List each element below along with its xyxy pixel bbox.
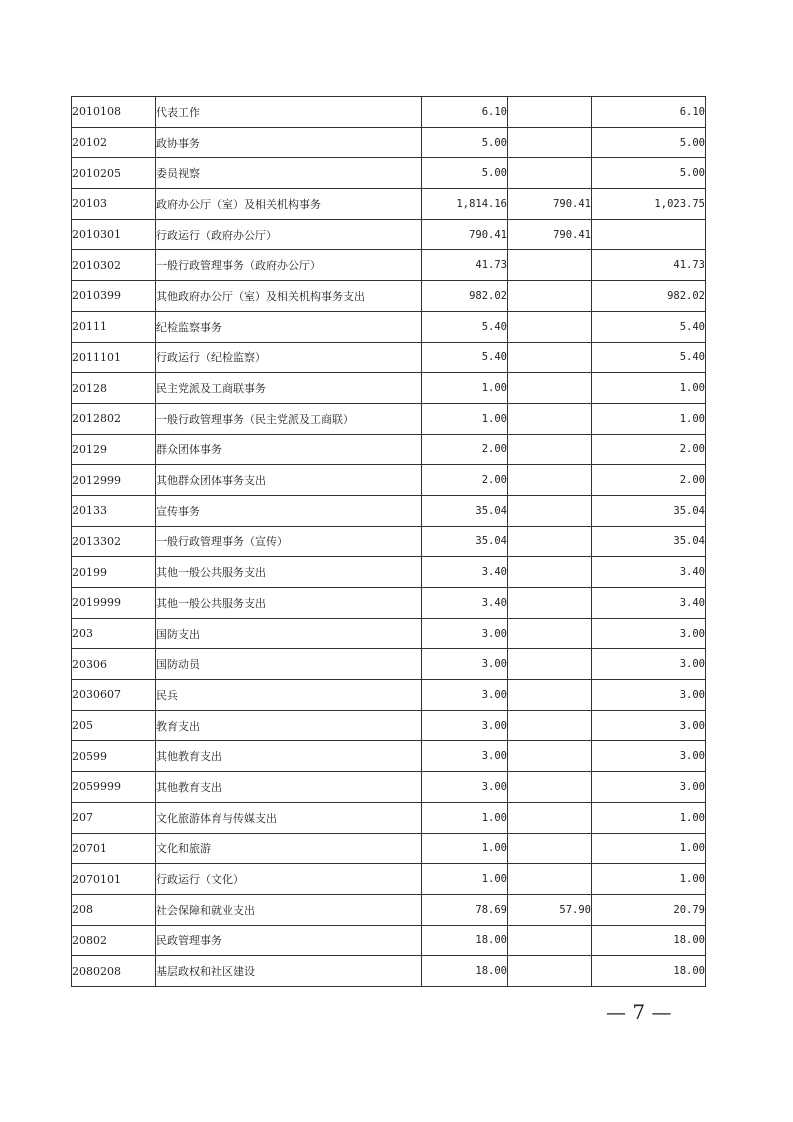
table-row	[72, 434, 706, 465]
project-amount-cell: 3.00	[592, 680, 706, 711]
code-cell: 20128	[72, 373, 156, 404]
budget-table	[71, 96, 706, 987]
project-amount-cell: 5.00	[592, 127, 706, 158]
code-cell: 2010108	[72, 97, 156, 128]
code-cell: 2070101	[72, 864, 156, 895]
table-row	[72, 864, 706, 895]
code-cell: 2010301	[72, 219, 156, 250]
basic-amount-cell	[508, 833, 592, 864]
code-cell: 20133	[72, 495, 156, 526]
table-row	[72, 281, 706, 312]
basic-amount-cell	[508, 250, 592, 281]
table-row	[72, 311, 706, 342]
name-cell: 政府办公厅（室）及相关机构事务	[156, 189, 422, 220]
code-cell: 207	[72, 802, 156, 833]
basic-amount-cell	[508, 281, 592, 312]
total-amount-cell: 41.73	[422, 250, 508, 281]
project-amount-cell: 2.00	[592, 434, 706, 465]
project-amount-cell: 1.00	[592, 373, 706, 404]
basic-amount-cell	[508, 741, 592, 772]
name-cell: 其他一般公共服务支出	[156, 557, 422, 588]
basic-amount-cell	[508, 772, 592, 803]
table-row	[72, 403, 706, 434]
code-cell: 2010302	[72, 250, 156, 281]
total-amount-cell: 3.00	[422, 741, 508, 772]
project-amount-cell: 35.04	[592, 495, 706, 526]
name-cell: 其他教育支出	[156, 772, 422, 803]
table-row	[72, 925, 706, 956]
basic-amount-cell: 57.90	[508, 894, 592, 925]
table-row	[72, 158, 706, 189]
name-cell: 委员视察	[156, 158, 422, 189]
code-cell: 20306	[72, 649, 156, 680]
total-amount-cell: 3.40	[422, 588, 508, 619]
total-amount-cell: 3.00	[422, 772, 508, 803]
project-amount-cell: 41.73	[592, 250, 706, 281]
code-cell: 2013302	[72, 526, 156, 557]
total-amount-cell: 18.00	[422, 956, 508, 987]
total-amount-cell: 982.02	[422, 281, 508, 312]
project-amount-cell: 6.10	[592, 97, 706, 128]
basic-amount-cell	[508, 526, 592, 557]
total-amount-cell: 3.00	[422, 649, 508, 680]
code-cell: 20802	[72, 925, 156, 956]
code-cell: 205	[72, 710, 156, 741]
table-row	[72, 189, 706, 220]
code-cell: 20199	[72, 557, 156, 588]
basic-amount-cell	[508, 864, 592, 895]
basic-amount-cell	[508, 434, 592, 465]
total-amount-cell: 1.00	[422, 403, 508, 434]
table-row	[72, 588, 706, 619]
total-amount-cell: 3.00	[422, 680, 508, 711]
project-amount-cell: 2.00	[592, 465, 706, 496]
code-cell: 2010399	[72, 281, 156, 312]
code-cell: 20111	[72, 311, 156, 342]
project-amount-cell: 1,023.75	[592, 189, 706, 220]
total-amount-cell: 5.00	[422, 127, 508, 158]
project-amount-cell: 1.00	[592, 864, 706, 895]
total-amount-cell: 5.40	[422, 311, 508, 342]
name-cell: 行政运行（文化）	[156, 864, 422, 895]
table-row	[72, 618, 706, 649]
table-row	[72, 342, 706, 373]
total-amount-cell: 1,814.16	[422, 189, 508, 220]
name-cell: 国防动员	[156, 649, 422, 680]
code-cell: 2030607	[72, 680, 156, 711]
name-cell: 教育支出	[156, 710, 422, 741]
project-amount-cell: 3.00	[592, 772, 706, 803]
code-cell: 2011101	[72, 342, 156, 373]
project-amount-cell: 982.02	[592, 281, 706, 312]
total-amount-cell: 2.00	[422, 434, 508, 465]
basic-amount-cell	[508, 618, 592, 649]
project-amount-cell: 18.00	[592, 956, 706, 987]
name-cell: 民兵	[156, 680, 422, 711]
name-cell: 其他政府办公厅（室）及相关机构事务支出	[156, 281, 422, 312]
table-row	[72, 956, 706, 987]
name-cell: 国防支出	[156, 618, 422, 649]
basic-amount-cell	[508, 557, 592, 588]
table-row	[72, 833, 706, 864]
basic-amount-cell	[508, 802, 592, 833]
project-amount-cell: 20.79	[592, 894, 706, 925]
page-number: — 7 —	[606, 1000, 672, 1024]
project-amount-cell: 1.00	[592, 403, 706, 434]
code-cell: 2012999	[72, 465, 156, 496]
name-cell: 文化和旅游	[156, 833, 422, 864]
basic-amount-cell	[508, 649, 592, 680]
project-amount-cell: 3.00	[592, 618, 706, 649]
project-amount-cell: 3.00	[592, 710, 706, 741]
total-amount-cell: 18.00	[422, 925, 508, 956]
table-row	[72, 680, 706, 711]
project-amount-cell: 35.04	[592, 526, 706, 557]
code-cell: 2012802	[72, 403, 156, 434]
name-cell: 民主党派及工商联事务	[156, 373, 422, 404]
name-cell: 民政管理事务	[156, 925, 422, 956]
name-cell: 代表工作	[156, 97, 422, 128]
basic-amount-cell	[508, 710, 592, 741]
project-amount-cell: 3.00	[592, 649, 706, 680]
basic-amount-cell: 790.41	[508, 189, 592, 220]
project-amount-cell: 18.00	[592, 925, 706, 956]
table-row	[72, 250, 706, 281]
total-amount-cell: 5.00	[422, 158, 508, 189]
table-row	[72, 219, 706, 250]
total-amount-cell: 5.40	[422, 342, 508, 373]
name-cell: 其他群众团体事务支出	[156, 465, 422, 496]
name-cell: 行政运行（纪检监察）	[156, 342, 422, 373]
project-amount-cell: 5.00	[592, 158, 706, 189]
total-amount-cell: 790.41	[422, 219, 508, 250]
project-amount-cell: 1.00	[592, 833, 706, 864]
project-amount-cell: 5.40	[592, 342, 706, 373]
total-amount-cell: 2.00	[422, 465, 508, 496]
basic-amount-cell	[508, 956, 592, 987]
basic-amount-cell	[508, 465, 592, 496]
table-row	[72, 373, 706, 404]
code-cell: 20103	[72, 189, 156, 220]
total-amount-cell: 1.00	[422, 802, 508, 833]
total-amount-cell: 1.00	[422, 833, 508, 864]
total-amount-cell: 3.00	[422, 710, 508, 741]
code-cell: 20701	[72, 833, 156, 864]
table-row	[72, 465, 706, 496]
table-row	[72, 127, 706, 158]
code-cell: 2059999	[72, 772, 156, 803]
name-cell: 文化旅游体育与传媒支出	[156, 802, 422, 833]
total-amount-cell: 3.40	[422, 557, 508, 588]
basic-amount-cell	[508, 373, 592, 404]
name-cell: 一般行政管理事务（宣传）	[156, 526, 422, 557]
basic-amount-cell	[508, 158, 592, 189]
basic-amount-cell	[508, 680, 592, 711]
basic-amount-cell	[508, 925, 592, 956]
table-row	[72, 526, 706, 557]
basic-amount-cell	[508, 342, 592, 373]
name-cell: 群众团体事务	[156, 434, 422, 465]
name-cell: 宣传事务	[156, 495, 422, 526]
basic-amount-cell: 790.41	[508, 219, 592, 250]
total-amount-cell: 1.00	[422, 373, 508, 404]
name-cell: 社会保障和就业支出	[156, 894, 422, 925]
code-cell: 203	[72, 618, 156, 649]
table-row	[72, 802, 706, 833]
table-row	[72, 97, 706, 128]
total-amount-cell: 35.04	[422, 495, 508, 526]
basic-amount-cell	[508, 495, 592, 526]
total-amount-cell: 6.10	[422, 97, 508, 128]
table-row	[72, 741, 706, 772]
basic-amount-cell	[508, 97, 592, 128]
table-row	[72, 649, 706, 680]
project-amount-cell: 5.40	[592, 311, 706, 342]
code-cell: 2080208	[72, 956, 156, 987]
code-cell: 20129	[72, 434, 156, 465]
code-cell: 208	[72, 894, 156, 925]
name-cell: 纪检监察事务	[156, 311, 422, 342]
table-row	[72, 495, 706, 526]
project-amount-cell	[592, 219, 706, 250]
project-amount-cell: 3.40	[592, 588, 706, 619]
name-cell: 一般行政管理事务（民主党派及工商联）	[156, 403, 422, 434]
code-cell: 20102	[72, 127, 156, 158]
project-amount-cell: 1.00	[592, 802, 706, 833]
total-amount-cell: 3.00	[422, 618, 508, 649]
basic-amount-cell	[508, 403, 592, 434]
name-cell: 一般行政管理事务（政府办公厅）	[156, 250, 422, 281]
name-cell: 基层政权和社区建设	[156, 956, 422, 987]
project-amount-cell: 3.40	[592, 557, 706, 588]
basic-amount-cell	[508, 588, 592, 619]
table-body	[72, 97, 706, 987]
code-cell: 20599	[72, 741, 156, 772]
code-cell: 2010205	[72, 158, 156, 189]
basic-amount-cell	[508, 127, 592, 158]
table-row	[72, 710, 706, 741]
code-cell: 2019999	[72, 588, 156, 619]
total-amount-cell: 1.00	[422, 864, 508, 895]
table-row	[72, 557, 706, 588]
table-row	[72, 772, 706, 803]
basic-amount-cell	[508, 311, 592, 342]
name-cell: 其他教育支出	[156, 741, 422, 772]
name-cell: 行政运行（政府办公厅）	[156, 219, 422, 250]
project-amount-cell: 3.00	[592, 741, 706, 772]
name-cell: 其他一般公共服务支出	[156, 588, 422, 619]
total-amount-cell: 78.69	[422, 894, 508, 925]
total-amount-cell: 35.04	[422, 526, 508, 557]
table-row	[72, 894, 706, 925]
name-cell: 政协事务	[156, 127, 422, 158]
